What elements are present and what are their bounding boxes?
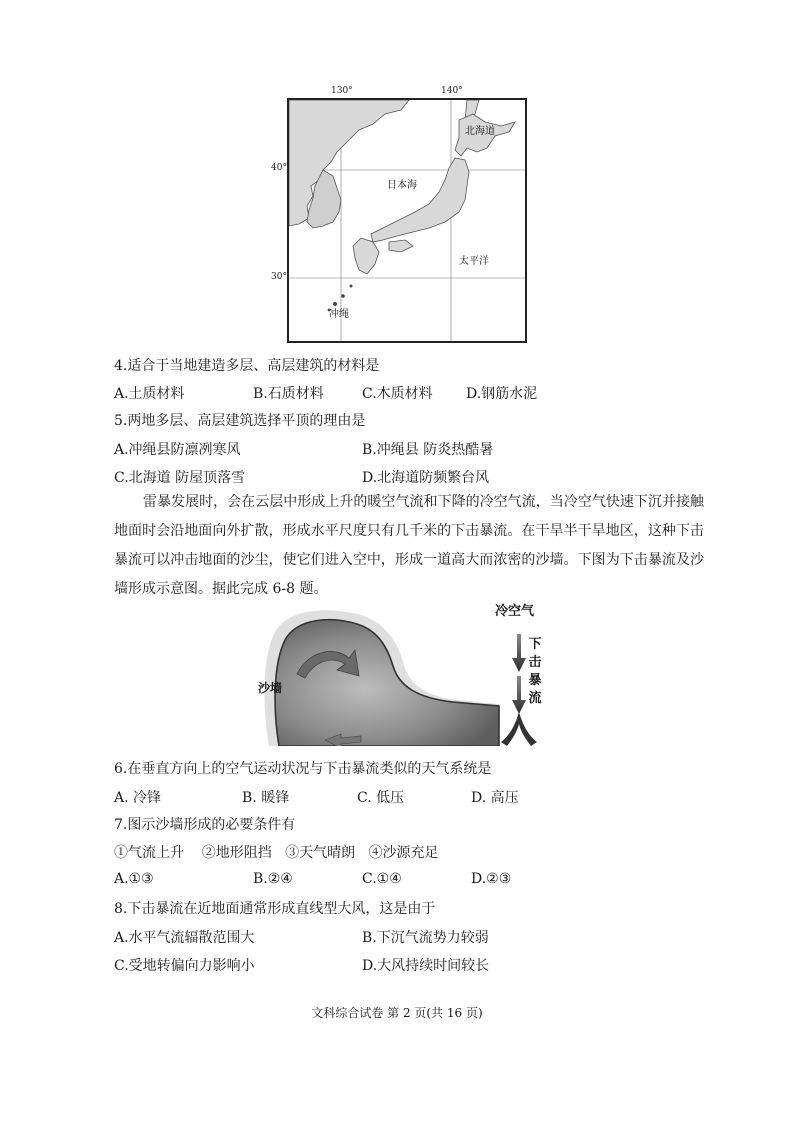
q6-option-a: A. 冷锋 [114, 790, 162, 806]
lon-tick-140: 140° [441, 86, 463, 96]
q4-option-a: A.土质材料 [114, 386, 185, 402]
q7-option-a: A.①③ [114, 871, 154, 887]
q7-option-c: C.①④ [362, 871, 402, 887]
label-cold-air: 冷空气 [495, 604, 535, 619]
label-sandwall: 沙墙 [258, 681, 283, 695]
label-pacific: 太平洋 [459, 256, 489, 267]
question-6-stem: 6.在垂直方向上的空气运动状况与下击暴流类似的天气系统是 [114, 761, 492, 777]
label-hokkaido: 北海道 [465, 126, 495, 137]
q6-option-b: B. 暖锋 [242, 790, 290, 806]
q8-option-b: B.下沉气流势力较弱 [362, 930, 489, 946]
q5-option-a: A.冲绳县防凛冽寒风 [114, 442, 241, 458]
question-7-stem: 7.图示沙墙形成的必要条件有 [114, 817, 296, 833]
passage-downburst: 雷暴发展时，会在云层中形成上升的暖空气流和下降的冷空气流，当冷空气快速下沉并接触地面时会沿地面向外扩散，形成水平尺度只有几千米的下击暴流。在干旱半干旱地区，这种下击暴流可以冲击地面的沙尘，使它们进入空中，形成一道高大而浓密的沙墙。下图为下击暴流及沙墙形成示意图。据此完成 6-8 题。 [114, 494, 704, 597]
shikoku-island [389, 240, 413, 252]
downburst-diagram-svg [257, 600, 547, 746]
question-4-stem: 4.适合于当地建造多层、高层建筑的材料是 [114, 358, 380, 374]
q7-conditions: ①气流上升 ②地形阻挡 ③天气晴朗 ④沙源充足 [114, 845, 439, 861]
q5-option-d: D.北海道防频繁台风 [362, 470, 490, 486]
label-okinawa: 冲绳 [329, 309, 349, 320]
label-sea-of-japan: 日本海 [387, 180, 417, 191]
question-8-stem: 8.下击暴流在近地面通常形成直线型大风，这是由于 [114, 901, 436, 917]
page-footer: 文科综合试卷 第 2 页(共 16 页) [311, 1006, 483, 1020]
kyushu-island [353, 238, 379, 274]
question-5-stem: 5.两地多层、高层建筑选择平顶的理由是 [114, 413, 366, 429]
q4-option-b: B.石质材料 [253, 386, 324, 402]
q8-option-c: C.受地转偏向力影响小 [114, 958, 255, 974]
lat-tick-30: 30° [271, 272, 287, 282]
q6-option-d: D. 高压 [471, 790, 519, 806]
lon-tick-130: 130° [331, 86, 353, 96]
downburst-arrow-lower [512, 676, 526, 714]
ryukyu-islet [350, 285, 353, 288]
q4-option-c: C.木质材料 [362, 386, 433, 402]
lat-tick-40: 40° [271, 163, 287, 173]
q8-option-d: D.大风持续时间较长 [362, 958, 490, 974]
ryukyu-islet [341, 294, 345, 298]
q8-option-a: A.水平气流辐散范围大 [114, 930, 255, 946]
q7-option-b: B.②④ [253, 871, 293, 887]
q7-option-d: D.②③ [471, 871, 512, 887]
japan-map [287, 98, 527, 343]
continent-landmass [289, 100, 409, 226]
q4-option-d: D.钢筋水泥 [466, 386, 538, 402]
q5-option-c: C.北海道 防屋顶落雪 [114, 470, 246, 486]
label-downburst: 下击暴流 [528, 637, 542, 706]
downburst-diagram [257, 600, 547, 746]
q6-option-c: C. 低压 [357, 790, 405, 806]
q5-option-b: B.冲绳县 防炎热酷暑 [362, 442, 494, 458]
downburst-split [501, 712, 537, 746]
honshu-island [371, 158, 469, 242]
downburst-arrow-upper [512, 634, 526, 672]
